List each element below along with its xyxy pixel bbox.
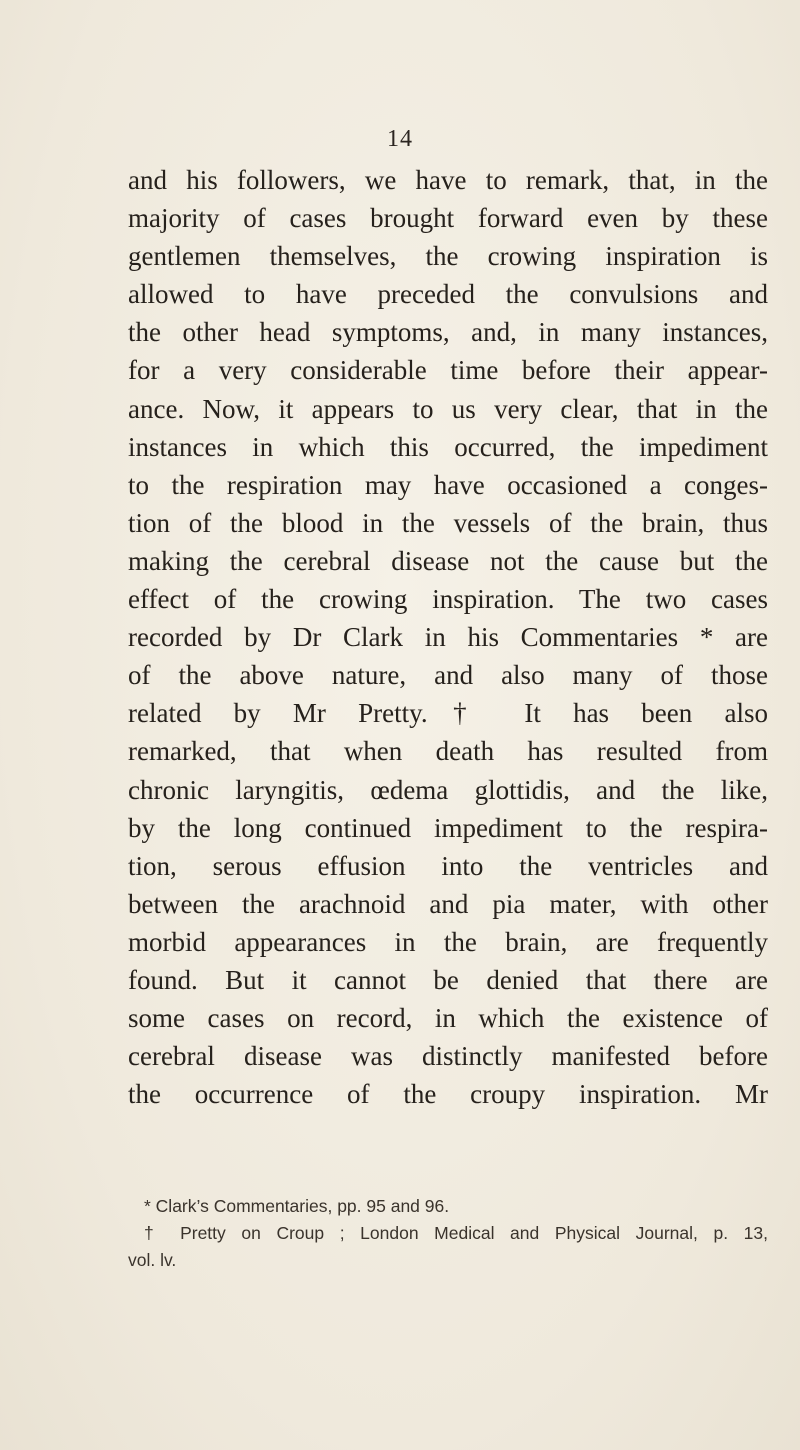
text-line: tion, serous effusion into the ventricles and [128,850,768,881]
text-line: gentlemen themselves, the crowing inspiration is [128,241,768,272]
text-line: morbid appearances in the brain, are frequently [128,926,768,957]
text-line: allowed to have preceded the convulsions and [128,279,768,310]
text-line: the occurrence of the croupy inspiration. Mr [128,1079,768,1110]
text-line: remarked, that when death has resulted from [128,736,768,767]
text-line: cerebral disease was distinctly manifested before [128,1041,768,1072]
text-line: making the cerebral disease not the cause but the [128,545,768,576]
text-line: the other head symptoms, and, in many instances, [128,317,768,348]
text-line: found. But it cannot be denied that there are [128,964,768,995]
footnotes [128,1193,768,1274]
text-line: by the long continued impediment to the respira- [128,812,768,843]
text-line: tion of the blood in the vessels of the brain, thus [128,507,768,538]
text-line: recorded by Dr Clark in his Commentaries * are [128,622,768,653]
body-text [128,161,768,1113]
page-number: 14 [387,126,413,152]
text-line: for a very considerable time before their appear- [128,355,768,386]
footnote-continuation: vol. lv. [128,1250,177,1270]
text-line: between the arachnoid and pia mater, with other [128,888,768,919]
text-line: effect of the crowing inspiration. The two cases [128,584,768,615]
text-line: some cases on record, in which the existence of [128,1003,768,1034]
text-line: majority of cases brought forward even by these [128,203,768,234]
text-line: ance. Now, it appears to us very clear, that in the [128,393,768,424]
text-line: related by Mr Pretty.† It has been also [128,698,768,729]
text-line: instances in which this occurred, the impediment [128,431,768,462]
text-line: chronic laryngitis, œdema glottidis, and the like, [128,774,768,805]
text-line: and his followers, we have to remark, that, in the [128,165,768,195]
text-line: of the above nature, and also many of those [128,660,768,691]
text-line: to the respiration may have occasioned a conges- [128,469,768,500]
footnote: * Clark’s Commentaries, pp. 95 and 96. [144,1196,450,1216]
footnote: † Pretty on Croup ; London Medical and Physical Journal, p. 13, [144,1223,768,1243]
